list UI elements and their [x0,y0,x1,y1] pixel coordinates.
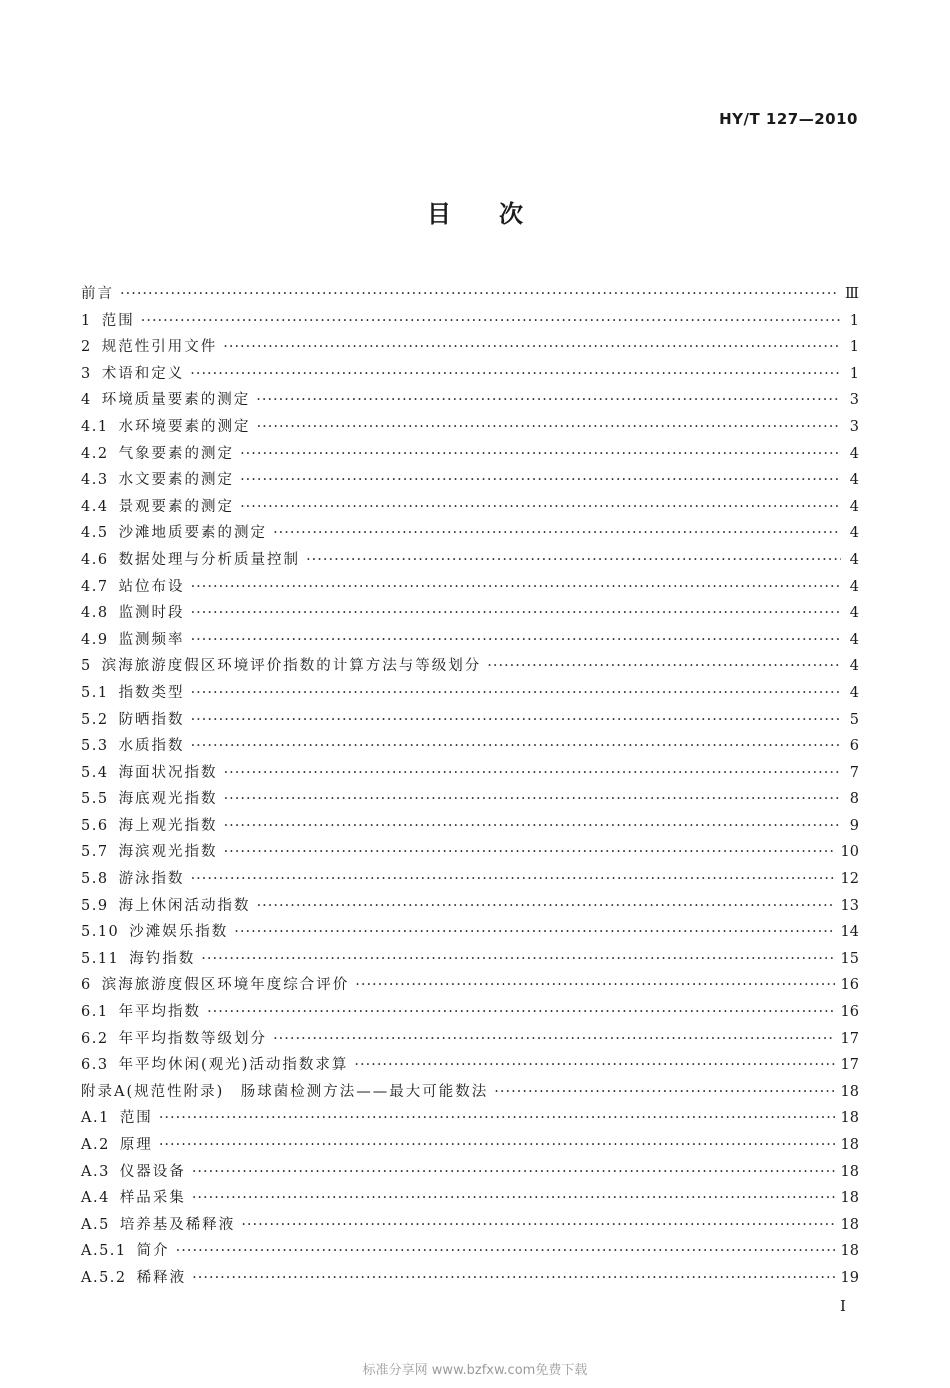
toc-entry[interactable] [81,760,859,787]
toc-entry-title: 海底观光指数 [118,791,218,808]
toc-entry-number: 4.5 [81,525,109,542]
toc-entry-title: 环境质量要素的测定 [101,392,251,409]
toc-entry-page: 18 [840,1163,859,1180]
toc-entry-title: 防晒指数 [118,711,185,728]
toc-entry-page: 15 [840,950,859,967]
toc-dot-leader [224,839,835,866]
toc-entry[interactable] [81,387,859,414]
toc-entry-number: 6.2 [81,1030,109,1047]
toc-entry-title: 海面状况指数 [118,764,218,781]
table-of-contents [81,281,859,1292]
toc-dot-leader [240,441,841,468]
toc-entry-page: 4 [849,498,859,515]
toc-dot-leader [176,1238,835,1265]
toc-entry-title: 年平均休闲(观光)活动指数求算 [118,1057,349,1074]
toc-entry-page: 18 [840,1137,859,1153]
toc-entry-title: 游泳指数 [118,871,185,888]
toc-entry-title: 监测频率 [118,631,185,648]
toc-entry-page: 6 [849,738,859,755]
toc-entry-page: 16 [840,1004,859,1021]
toc-entry-title: 术语和定义 [101,365,185,382]
toc-entry-page: 1 [849,365,859,382]
toc-entry[interactable] [81,281,859,308]
toc-dot-leader [191,680,841,707]
toc-dot-leader [191,627,841,654]
page-title: 目次 [427,200,571,228]
toc-entry[interactable] [81,414,859,441]
toc-dot-leader [192,1159,835,1186]
toc-entry[interactable] [81,839,859,866]
toc-entry-title: 数据处理与分析质量控制 [118,551,301,568]
toc-entry-page: 4 [849,631,859,648]
toc-entry-page: 4 [849,472,859,489]
toc-entry-number: A.2 [81,1137,110,1153]
toc-entry-page: Ⅲ [845,286,859,302]
toc-entry-number: 5.5 [81,791,109,808]
toc-entry[interactable] [81,1132,859,1159]
toc-entry-title: 监测时段 [118,605,185,622]
toc-dot-leader [191,733,841,760]
toc-entry-title: 指数类型 [118,684,185,701]
toc-entry[interactable] [81,334,859,361]
toc-entry-page: 18 [840,1190,859,1207]
toc-dot-leader [159,1105,835,1132]
toc-entry-title: 海上观光指数 [118,817,218,834]
toc-entry-page: 4 [849,578,859,595]
toc-entry[interactable] [81,946,859,973]
toc-dot-leader [191,574,841,601]
toc-entry-number: 4.6 [81,551,109,568]
toc-entry[interactable] [81,494,859,521]
toc-entry[interactable] [81,1238,859,1265]
toc-dot-leader [240,467,841,494]
toc-entry-number: 5 [81,658,92,675]
toc-entry-title: 年平均指数 [118,1004,202,1021]
toc-entry-number: 6.3 [81,1057,109,1074]
toc-entry[interactable] [81,1212,859,1239]
toc-entry[interactable] [81,361,859,388]
toc-dot-leader [223,334,841,361]
toc-dot-leader [191,866,835,893]
toc-entry-title: 滨海旅游度假区环境评价指数的计算方法与等级划分 [101,658,482,675]
toc-dot-leader [224,786,841,813]
toc-entry-title: 滨海旅游度假区环境年度综合评价 [101,977,350,994]
toc-entry-title: 附录A(规范性附录) 肠球菌检测方法——最大可能数法 [81,1083,489,1100]
toc-dot-leader [241,1212,834,1239]
toc-dot-leader [355,972,834,999]
toc-entry-number: 6 [81,977,92,994]
toc-dot-leader [273,1026,834,1053]
toc-entry[interactable] [81,441,859,468]
toc-entry[interactable] [81,1052,859,1079]
toc-entry-title: 规范性引用文件 [101,339,218,356]
toc-entry-number: 3 [81,365,92,382]
toc-dot-leader [234,919,834,946]
toc-entry-title: 原理 [119,1137,153,1153]
toc-entry-page: 16 [840,977,859,994]
toc-entry-title: 范围 [119,1110,153,1127]
toc-entry-number: 5.10 [81,924,120,941]
toc-entry-title: 简介 [136,1243,170,1260]
toc-entry-page: 1 [849,339,859,356]
toc-entry-page: 4 [849,684,859,701]
toc-entry[interactable] [81,1265,859,1292]
toc-entry-number: 5.1 [81,684,109,701]
toc-dot-leader [256,387,841,414]
toc-dot-leader [159,1132,835,1159]
toc-entry[interactable] [81,1159,859,1186]
toc-entry-number: 5.2 [81,711,109,728]
toc-entry-number: 4.9 [81,631,109,648]
toc-entry-title: 沙滩娱乐指数 [129,924,229,941]
toc-entry-page: 10 [840,844,859,861]
toc-entry-title: 沙滩地质要素的测定 [118,525,268,542]
toc-entry-title: 海钓指数 [129,950,196,967]
toc-entry[interactable] [81,999,859,1026]
toc-dot-leader [207,999,834,1026]
toc-entry-title: 仪器设备 [119,1163,186,1180]
toc-entry-number: 4.4 [81,498,109,515]
toc-dot-leader [306,547,841,574]
toc-entry-title: 年平均指数等级划分 [118,1030,268,1047]
toc-entry-number: 6.1 [81,1004,109,1021]
toc-entry-number: 4.7 [81,578,109,595]
toc-entry-page: 3 [849,418,859,435]
toc-entry-number: 5.7 [81,844,109,861]
toc-entry[interactable] [81,520,859,547]
toc-entry-title: 范围 [101,312,135,329]
toc-entry[interactable] [81,733,859,760]
toc-entry-page: 5 [849,711,859,728]
toc-entry-title: 稀释液 [136,1269,187,1286]
toc-entry-page: 4 [849,658,859,675]
toc-entry-page: 9 [849,817,859,834]
toc-entry-page: 4 [849,525,859,542]
toc-entry-title: 培养基及稀释液 [119,1216,236,1233]
toc-entry-page: 8 [849,791,859,808]
toc-dot-leader [224,760,841,787]
toc-entry-page: 1 [849,312,859,329]
toc-entry-title: 景观要素的测定 [118,498,235,515]
toc-entry[interactable] [81,653,859,680]
toc-entry[interactable] [81,1185,859,1212]
toc-entry[interactable] [81,547,859,574]
toc-entry-page: 17 [840,1030,859,1047]
toc-entry-number: A.5 [81,1216,110,1233]
toc-entry-page: 14 [840,924,859,941]
toc-entry-number: 4 [81,392,92,409]
toc-entry[interactable] [81,680,859,707]
toc-entry-number: 5.9 [81,897,109,914]
toc-dot-leader [494,1079,834,1106]
toc-entry[interactable] [81,707,859,734]
toc-dot-leader [224,813,841,840]
toc-entry-title: 海滨观光指数 [118,844,218,861]
toc-entry-page: 3 [849,392,859,409]
toc-entry[interactable] [81,574,859,601]
toc-dot-leader [191,600,841,627]
toc-entry-number: 5.11 [81,950,120,967]
toc-entry-page: 19 [840,1269,859,1286]
toc-entry-number: 4.1 [81,418,109,435]
toc-entry-page: 13 [840,897,859,914]
toc-entry-title: 水质指数 [118,738,185,755]
toc-dot-leader [141,308,841,335]
toc-entry-title: 样品采集 [119,1190,186,1207]
toc-dot-leader [192,1185,835,1212]
toc-entry[interactable] [81,972,859,999]
toc-dot-leader [120,281,839,308]
toc-entry-page: 18 [840,1083,859,1100]
toc-entry-number: 4.2 [81,445,109,462]
toc-entry-number: 5.3 [81,738,109,755]
toc-entry-page: 12 [840,871,859,888]
toc-entry-number: A.5.2 [81,1269,127,1286]
toc-entry[interactable] [81,467,859,494]
standard-code: HY/T 127—2010 [719,110,858,128]
toc-entry-page: 17 [840,1057,859,1074]
toc-entry[interactable] [81,893,859,920]
toc-entry-number: A.5.1 [81,1243,127,1260]
toc-entry-number: 2 [81,339,92,356]
toc-entry-number: 5.4 [81,764,109,781]
toc-entry-number: 4.3 [81,472,109,489]
toc-entry-number: A.1 [81,1110,110,1127]
toc-entry-title: 站位布设 [118,578,185,595]
toc-entry-page: 4 [849,551,859,568]
toc-entry[interactable] [81,919,859,946]
toc-entry-number: A.4 [81,1190,110,1207]
watermark-text: 标准分享网 www.bzfxw.com免费下载 [362,1363,588,1378]
toc-dot-leader [354,1052,834,1079]
toc-entry-page: 7 [849,764,859,781]
toc-entry[interactable] [81,627,859,654]
toc-entry[interactable] [81,1079,859,1106]
page-folio: I [840,1297,846,1315]
toc-entry[interactable] [81,600,859,627]
toc-dot-leader [257,414,841,441]
toc-entry-title: 海上休闲活动指数 [118,897,251,914]
toc-dot-leader [201,946,834,973]
toc-entry-title: 前言 [81,286,114,302]
toc-dot-leader [273,520,841,547]
toc-entry-page: 4 [849,605,859,622]
toc-entry-number: A.3 [81,1163,110,1180]
toc-dot-leader [191,707,841,734]
toc-dot-leader [487,653,841,680]
toc-entry-title: 水环境要素的测定 [118,418,251,435]
toc-entry-page: 4 [849,445,859,462]
toc-entry[interactable] [81,786,859,813]
toc-dot-leader [190,361,841,388]
toc-entry-page: 18 [840,1216,859,1233]
toc-entry[interactable] [81,1026,859,1053]
toc-entry-number: 5.6 [81,817,109,834]
toc-entry-number: 4.8 [81,605,109,622]
toc-entry-title: 气象要素的测定 [118,445,235,462]
toc-entry[interactable] [81,308,859,335]
toc-entry-title: 水文要素的测定 [118,472,235,489]
toc-entry-number: 1 [81,312,92,329]
toc-entry[interactable] [81,866,859,893]
toc-entry-page: 18 [840,1110,859,1127]
toc-entry-number: 5.8 [81,871,109,888]
toc-dot-leader [240,494,841,521]
toc-entry-page: 18 [840,1243,859,1260]
toc-dot-leader [257,893,835,920]
toc-entry[interactable] [81,813,859,840]
toc-dot-leader [192,1265,834,1292]
toc-entry[interactable] [81,1105,859,1132]
